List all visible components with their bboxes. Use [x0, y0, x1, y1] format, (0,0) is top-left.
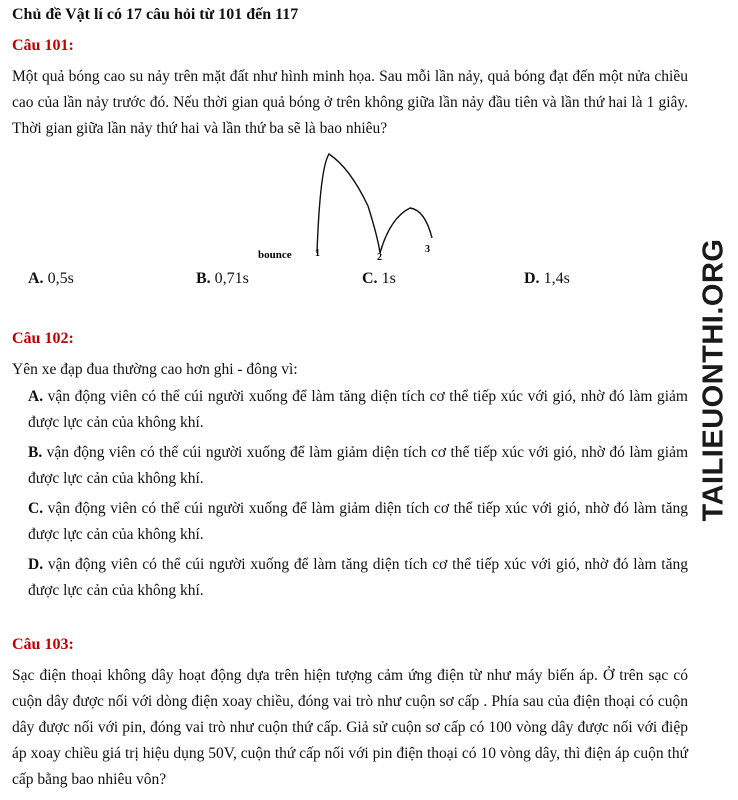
option-text: 1s — [377, 270, 396, 287]
bounce-mark-3: 3 — [425, 244, 430, 255]
bounce-mark-2: 2 — [377, 252, 382, 263]
question-101-text: Một quả bóng cao su nảy trên mặt đất như hình minh họa. Sau mỗi lần nảy, quả bóng đạt đến một nửa chiều cao của lần nảy trước đó. Nếu thời gian quả bóng ở trên không giữa lần nảy đầu tiên và lần thứ hai là 1 giây. Thời gian giữa lần nảy thứ hai và lần thứ ba sẽ là bao nhiêu? — [12, 68, 688, 137]
bounce-mark-1: 1 — [315, 248, 320, 259]
question-103-heading: Câu 103: — [12, 636, 74, 653]
option-text: 0,5s — [43, 270, 74, 287]
question-102-option-d[interactable] — [12, 552, 688, 604]
option-text: vận động viên có thể cúi người xuống để làm giảm diện tích cơ thể tiếp xúc với gió, nhờ đó làm giảm được lực cản của không khí. — [28, 444, 688, 487]
option-a[interactable] — [28, 270, 74, 288]
question-103-text: Sạc điện thoại không dây hoạt động dựa trên hiện tượng cảm ứng điện từ như máy biến áp. Ở trên sạc có cuộn dây được nối với dòng điện xoay chiều, đóng vai trò như cuộn sơ cấp . Phía sau của điện thoại có cuộn dây được nối với pin, đóng vai trò như cuộn thứ cấp. Giả sử cuộn sơ cấp có 100 vòng dây được nối với điệp áp xoay chiều giá trị hiệu dụng 50V, cuộn thứ cấp nối với pin điện thoại có 10 vòng dây, thì điện áp cuộn thứ cấp bằng bao nhiêu vôn? — [12, 667, 688, 788]
question-102-option-c[interactable] — [12, 496, 688, 548]
option-c[interactable] — [362, 270, 396, 288]
question-101-heading: Câu 101: — [12, 37, 74, 54]
watermark-text: TAILIEUONTHI.ORG — [697, 238, 730, 522]
document-title: Chủ đề Vật lí có 17 câu hỏi từ 101 đến 117 — [12, 6, 299, 23]
option-letter: D. — [524, 270, 540, 287]
option-letter: D. — [28, 556, 44, 573]
option-text: vận động viên có thể cúi người xuống để làm tăng diện tích cơ thể tiếp xúc với gió, nhờ đó làm giảm được lực cản của không khí. — [28, 388, 688, 431]
question-102-option-b[interactable] — [12, 440, 688, 492]
bounce-label: bounce — [258, 249, 292, 261]
option-text: vận động viên có thể cúi người xuống để làm tăng diện tích cơ thể tiếp xúc với gió, nhờ đó làm tăng được lực cản của không khí. — [28, 556, 688, 599]
question-102-text: Yên xe đạp đua thường cao hơn ghi - đông vì: — [12, 361, 298, 378]
option-letter: C. — [362, 270, 378, 287]
option-letter: B. — [28, 444, 43, 461]
question-102-option-a[interactable] — [12, 384, 688, 436]
option-letter: C. — [28, 500, 44, 517]
question-102-heading: Câu 102: — [12, 330, 74, 347]
option-b[interactable] — [196, 270, 249, 288]
bounce-figure — [250, 148, 450, 264]
option-letter: A. — [28, 388, 44, 405]
option-letter: A. — [28, 270, 44, 287]
question-101-options — [28, 270, 668, 292]
option-text: 1,4s — [539, 270, 570, 287]
option-letter: B. — [196, 270, 211, 287]
bounce-arc-1 — [317, 154, 380, 253]
watermark — [697, 238, 730, 522]
option-d[interactable] — [524, 270, 570, 288]
option-text: vận động viên có thể cúi người xuống để làm giảm diện tích cơ thể tiếp xúc với gió, nhờ đó làm tăng được lực cản của không khí. — [28, 500, 688, 543]
option-text: 0,71s — [210, 270, 249, 287]
